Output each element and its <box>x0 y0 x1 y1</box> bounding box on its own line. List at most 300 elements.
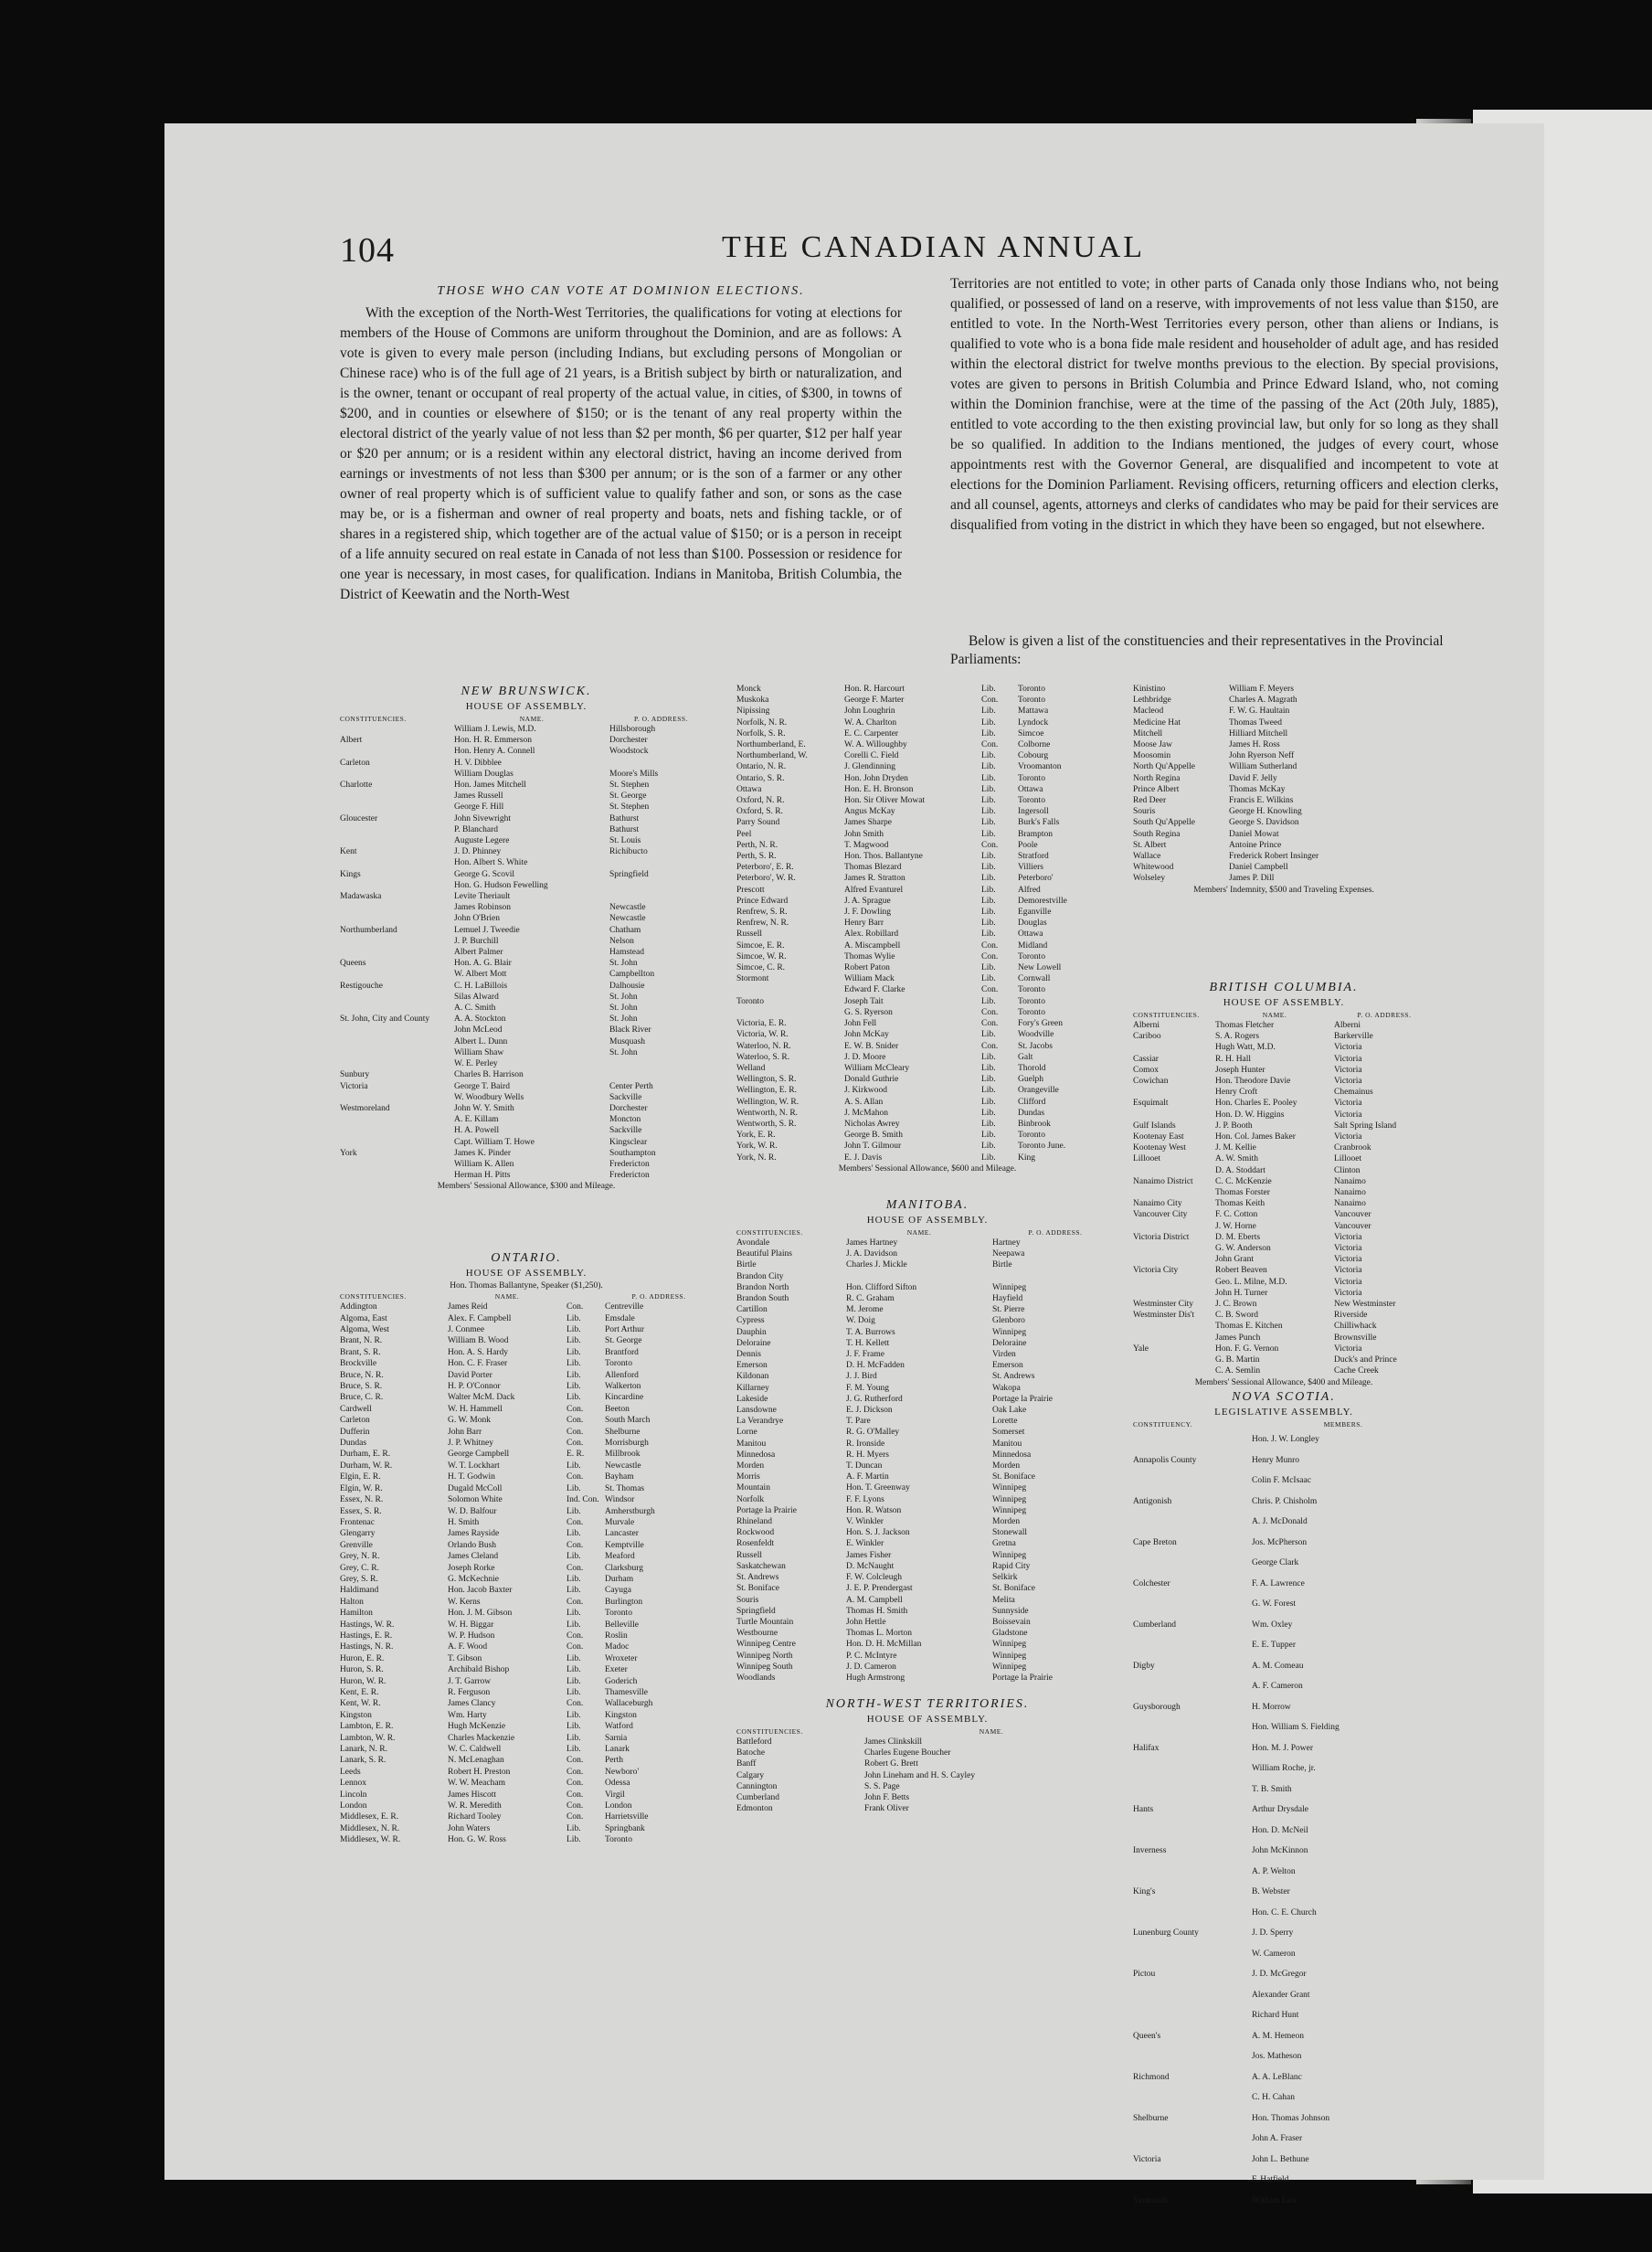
name-cell: Hon. Sir Oliver Mowat <box>844 796 926 806</box>
party-cell: Lib. <box>981 751 996 761</box>
constituency-cell: Alberni <box>1133 1021 1160 1030</box>
party-cell: Lib. <box>981 863 996 873</box>
table-row <box>1133 1533 1435 1554</box>
constituency-cell: Kent, W. R. <box>340 1699 381 1709</box>
address-cell: Vroomanton <box>1018 762 1062 772</box>
name-cell: Hugh Watt, M.D. <box>1215 1043 1276 1053</box>
name-cell: J. T. Garrow <box>448 1676 492 1686</box>
party-cell: Lib. <box>567 1609 581 1619</box>
table-row <box>736 962 1118 973</box>
constituency-cell <box>1133 1553 1252 1574</box>
name-cell: E. J. Dickson <box>846 1406 893 1416</box>
party-cell: Lib. <box>981 896 996 906</box>
constituency-cell: Lanark, S. R. <box>340 1756 387 1766</box>
constituency-cell: Cartillon <box>736 1305 768 1315</box>
address-cell: Shelburne <box>605 1427 641 1437</box>
name-cell: Joseph Tait <box>844 996 884 1006</box>
name-cell: H. A. Powell <box>454 1126 500 1136</box>
constituency-cell: York, W. R. <box>736 1142 778 1152</box>
header-constituencies: CONSTITUENCIES. <box>340 1292 407 1301</box>
constituency-cell: Dundas <box>340 1439 367 1449</box>
party-cell: Lib. <box>567 1313 581 1323</box>
constituency-cell: Muskoka <box>736 696 769 706</box>
table-row <box>736 1041 1118 1052</box>
party-cell: Con. <box>567 1779 584 1789</box>
constituency-cell: Middlesex, E. R. <box>340 1812 399 1822</box>
constituency-cell: Cowichan <box>1133 1077 1169 1087</box>
constituency-cell: Cassiar <box>1133 1054 1159 1064</box>
table-row <box>340 1574 713 1585</box>
name-cell: A. A. Stockton <box>454 1014 506 1025</box>
party-cell: Lib. <box>567 1586 581 1596</box>
name-cell: H. T. Godwin <box>448 1472 495 1482</box>
constituency-cell: Waterloo, S. R. <box>736 1052 790 1062</box>
party-cell: Lib. <box>981 963 996 973</box>
speaker-note: Hon. Thomas Ballantyne, Speaker ($1,250). <box>450 1281 603 1291</box>
address-cell: Alberni <box>1334 1021 1361 1030</box>
table-row <box>340 746 713 757</box>
name-cell: James Robinson <box>454 903 512 913</box>
address-cell: Demorestville <box>1018 896 1067 906</box>
constituency-cell <box>340 746 454 757</box>
member-cell: Hilliard Mitchell <box>1229 728 1288 738</box>
header-constituencies: CONSTITUENCIES. <box>340 715 407 723</box>
party-cell: Con. <box>567 1801 584 1811</box>
header-po-address: P. O. ADDRESS. <box>631 1292 686 1301</box>
constituency-cell: Birtle <box>736 1260 757 1270</box>
constituency-cell: Guysborough <box>1133 1702 1181 1712</box>
table-row <box>736 1770 1118 1781</box>
table-row <box>340 1313 713 1324</box>
name-cell: R. Ironside <box>846 1439 885 1449</box>
party-cell: Lib. <box>981 1030 996 1040</box>
name-cell: Robert Beaven <box>1215 1266 1267 1276</box>
address-cell: Cornwall <box>1018 974 1051 984</box>
name-cell: John Fell <box>844 1019 877 1029</box>
address-cell: Duck's and Prince <box>1334 1355 1397 1365</box>
table-row <box>736 1639 1118 1650</box>
name-cell: Hon. G. Hudson Fewelling <box>454 880 548 890</box>
constituency-cell <box>1133 1187 1215 1198</box>
name-cell: James K. Pinder <box>454 1148 512 1158</box>
name-cell: John Barr <box>448 1427 482 1437</box>
member-cell: F. A. Lawrence <box>1252 1578 1305 1588</box>
table-row <box>736 1737 1118 1747</box>
address-cell: Hayfield <box>992 1294 1023 1304</box>
name-cell: Dugald McColl <box>448 1483 503 1493</box>
constituency-cell: Calgary <box>736 1770 765 1780</box>
address-cell: Guelph <box>1018 1075 1043 1085</box>
constituency-cell: Nanaimo City <box>1133 1199 1182 1209</box>
name-cell: Hon. Jacob Baxter <box>448 1586 513 1596</box>
name-cell: W. Albert Mott <box>454 970 507 980</box>
party-cell: Lib. <box>567 1347 581 1357</box>
address-cell: Toronto <box>605 1835 632 1845</box>
constituency-cell: Emerson <box>736 1361 768 1371</box>
constituency-cell: Waterloo, N. R. <box>736 1041 791 1051</box>
constituency-cell: Halifax <box>1133 1743 1160 1753</box>
constituency-cell: Brandon North <box>736 1282 789 1292</box>
constituency-cell: Pictou <box>1133 1970 1156 1979</box>
party-cell: Con. <box>567 1427 584 1437</box>
allowance-note: Members' Sessional Allowance, $600 and Mileage. <box>838 1163 1017 1174</box>
table-row <box>340 981 713 992</box>
table-row <box>340 1114 713 1125</box>
member-cell: George Clark <box>1252 1558 1299 1567</box>
address-cell: Victoria <box>1334 1099 1362 1109</box>
constituency-cell: Stormont <box>736 974 769 984</box>
address-cell: Meaford <box>605 1552 635 1562</box>
table-row <box>736 1482 1118 1493</box>
table-row <box>1133 1656 1435 1677</box>
table-row <box>340 1092 713 1103</box>
table-row <box>1133 817 1435 828</box>
address-cell: Stonewall <box>992 1528 1027 1538</box>
name-cell: George G. Scovil <box>454 869 515 879</box>
constituency-cell <box>340 1159 454 1170</box>
name-cell: George Campbell <box>448 1450 510 1460</box>
table-row <box>340 1449 713 1460</box>
name-cell: Walter McM. Dack <box>448 1393 515 1403</box>
address-cell: Emerson <box>992 1361 1023 1371</box>
address-cell: St. John <box>609 1004 638 1014</box>
table-row <box>736 851 1118 862</box>
table-row <box>736 1450 1118 1461</box>
address-cell: Burk's Falls <box>1018 818 1060 828</box>
constituency-cell: Lennox <box>340 1779 367 1789</box>
name-cell: Archibald Bishop <box>448 1665 510 1675</box>
member-cell: Hon. William S. Fielding <box>1252 1723 1340 1732</box>
name-cell: J. M. Kellie <box>1215 1143 1256 1153</box>
table-row <box>736 1282 1118 1293</box>
name-cell: William Douglas <box>454 769 514 779</box>
member-cell: Jos. McPherson <box>1252 1537 1308 1547</box>
table-row <box>1133 761 1435 772</box>
constituency-cell: Wentworth, N. R. <box>736 1108 799 1118</box>
name-cell: J. D. Phinney <box>454 847 502 857</box>
party-cell: Lib. <box>981 1131 996 1141</box>
name-cell: Hon. Clifford Sifton <box>846 1282 917 1292</box>
name-cell: J. A. Sprague <box>844 896 891 906</box>
name-cell: Hon. H. R. Emmerson <box>454 736 532 746</box>
header-constituencies: CONSTITUENCIES. <box>736 1228 803 1237</box>
constituency-cell: Madawaska <box>340 892 382 902</box>
table-row <box>340 1370 713 1381</box>
constituency-cell <box>1133 1254 1215 1265</box>
table-row <box>736 1238 1118 1248</box>
table-row <box>1133 1944 1435 1965</box>
member-cell: F. Hatfield <box>1252 2175 1289 2184</box>
constituency-cell: Manitou <box>736 1439 767 1449</box>
constituency-cell <box>1133 1985 1252 2006</box>
constituency-cell: Prince Albert <box>1133 784 1180 794</box>
name-cell: Donald Guthrie <box>844 1075 899 1085</box>
constituency-cell <box>1133 1165 1215 1176</box>
constituency-cell: Victoria <box>340 1081 368 1091</box>
name-cell: Hon. R. Watson <box>846 1505 902 1515</box>
constituency-cell: Northumberland, W. <box>736 751 808 761</box>
table-row <box>1133 1635 1435 1656</box>
party-cell: Lib. <box>567 1529 581 1539</box>
constituency-cell: Grenville <box>340 1540 373 1550</box>
constituency-cell: Cumberland <box>1133 1620 1176 1630</box>
name-cell: Hon. D. W. Higgins <box>1215 1110 1285 1120</box>
name-cell: C. A. Semlin <box>1215 1366 1261 1376</box>
name-cell: William K. Allen <box>454 1159 514 1169</box>
constituency-cell: Lanark, N. R. <box>340 1745 387 1755</box>
name-cell: Hugh Armstrong <box>846 1673 905 1683</box>
name-cell: John Smith <box>844 829 884 839</box>
name-cell: Geo. L. Milne, M.D. <box>1215 1277 1287 1287</box>
address-cell: Mattawa <box>1018 706 1049 717</box>
constituency-cell: Rockwood <box>736 1528 775 1538</box>
name-cell: Charles B. Harrison <box>454 1070 524 1080</box>
table-row <box>1133 1365 1435 1376</box>
name-cell: A. F. Martin <box>846 1472 889 1482</box>
table-row <box>736 717 1118 728</box>
constituency-cell: Durham, W. R. <box>340 1461 393 1471</box>
constituency-cell <box>340 1036 454 1047</box>
name-cell: A. S. Allan <box>844 1097 884 1107</box>
address-cell: St. John <box>609 959 638 969</box>
constituency-cell <box>1133 2129 1252 2150</box>
name-cell: D. A. Stoddart <box>1215 1165 1265 1175</box>
party-cell: Lib. <box>981 874 996 884</box>
table-row <box>340 1137 713 1148</box>
address-cell: Brampton <box>1018 829 1053 839</box>
name-cell: Thomas Fletcher <box>1215 1021 1275 1030</box>
address-cell: St. Boniface <box>992 1472 1035 1482</box>
address-cell: Toronto <box>1018 951 1045 961</box>
party-cell: Lib. <box>567 1620 581 1630</box>
name-cell: Charles Mackenzie <box>448 1733 515 1743</box>
table-row <box>340 880 713 891</box>
party-cell: Lib. <box>981 807 996 817</box>
constituency-cell: Peterboro', E. R. <box>736 863 794 873</box>
constituency-cell: Haldimand <box>340 1586 379 1596</box>
table-row <box>1133 2129 1435 2150</box>
constituency-cell: Digby <box>1133 1661 1155 1671</box>
table-row <box>1133 1165 1435 1176</box>
table-row <box>736 1427 1118 1438</box>
member-cell: William Roche, jr. <box>1252 1764 1316 1773</box>
address-cell: Vancouver <box>1334 1221 1371 1231</box>
table-row <box>1133 1087 1435 1098</box>
new-brunswick-section <box>340 684 713 1193</box>
constituency-cell: Ontario, N. R. <box>736 762 787 772</box>
address-cell: New Westminster <box>1334 1300 1396 1310</box>
address-cell: Wroxeter <box>605 1653 638 1663</box>
constituency-cell: Cape Breton <box>1133 1537 1177 1547</box>
constituency-cell <box>340 969 454 980</box>
party-cell: Con. <box>567 1517 584 1527</box>
address-cell: Toronto <box>1018 1131 1045 1141</box>
constituency-cell: Essex, S. R. <box>340 1506 382 1516</box>
party-cell: Lib. <box>981 1119 996 1129</box>
constituency-cell: Lillooet <box>1133 1154 1161 1164</box>
table-row <box>1133 1254 1435 1265</box>
constituency-cell <box>340 1003 454 1014</box>
address-cell: Bathurst <box>609 813 640 823</box>
name-cell: Alex. Robillard <box>844 929 899 940</box>
table-row <box>340 1025 713 1036</box>
party-cell: Lib. <box>567 1653 581 1663</box>
constituency-cell <box>736 1007 844 1018</box>
address-cell: Toronto <box>1018 1007 1045 1017</box>
address-cell: Winnipeg <box>992 1327 1027 1337</box>
section-house: LEGISLATIVE ASSEMBLY. <box>1214 1407 1353 1418</box>
address-cell: Winnipeg <box>992 1640 1027 1650</box>
constituency-cell: Victoria <box>1133 2154 1161 2164</box>
table-row <box>340 813 713 824</box>
name-cell: Henry Barr <box>844 919 884 929</box>
party-cell: Lib. <box>981 1108 996 1118</box>
table-row <box>1133 1717 1435 1738</box>
column-headers <box>340 1291 713 1301</box>
constituency-cell <box>1133 1321 1215 1332</box>
table-row <box>1133 1553 1435 1574</box>
party-cell: Con. <box>567 1563 584 1573</box>
constituency-cell <box>1133 2170 1252 2191</box>
name-cell: Richard Tooley <box>448 1812 502 1822</box>
name-cell: John T. Gilmour <box>844 1142 902 1152</box>
member-cell: John L. Bethune <box>1252 2154 1309 2164</box>
name-cell: A. W. Smith <box>1215 1154 1258 1164</box>
address-cell: St. Thomas <box>605 1483 645 1493</box>
party-cell: Lib. <box>567 1688 581 1698</box>
table-row <box>736 1315 1118 1326</box>
table-row <box>736 1583 1118 1594</box>
constituency-cell <box>340 835 454 846</box>
table-row <box>1133 1594 1435 1615</box>
name-cell: Hon. Albert S. White <box>454 858 528 868</box>
table-row <box>340 1676 713 1687</box>
constituency-cell: Wellington, W. R. <box>736 1097 800 1107</box>
name-cell: Alfred Evanturel <box>844 885 904 895</box>
address-cell: Toronto <box>1018 985 1045 995</box>
table-row <box>1133 873 1435 884</box>
constituency-cell <box>1133 1903 1252 1924</box>
header-po-address: P. O. ADDRESS. <box>1028 1228 1083 1237</box>
name-cell: James Sharpe <box>844 818 892 828</box>
name-cell: S. A. Rogers <box>1215 1032 1260 1042</box>
address-cell: St. John <box>609 1047 638 1057</box>
constituency-cell: Souris <box>736 1595 759 1605</box>
table-row <box>1133 2109 1435 2130</box>
constituency-cell <box>1133 1779 1252 1801</box>
constituency-cell: Cannington <box>736 1781 778 1791</box>
address-cell: Toronto <box>605 1359 632 1369</box>
table-row <box>340 869 713 880</box>
address-cell: Rapid City <box>992 1561 1031 1571</box>
allowance-note: Members' Sessional Allowance, $300 and Mileage. <box>437 1182 616 1192</box>
address-cell: Toronto <box>1018 696 1045 706</box>
member-cell: David F. Jelly <box>1229 773 1277 783</box>
table-row <box>340 1664 713 1675</box>
name-cell: James Cleland <box>448 1552 499 1562</box>
member-cell: Chris. P. Chisholm <box>1252 1496 1318 1506</box>
constituency-cell: Brockville <box>340 1359 377 1369</box>
name-cell: Hon. John Dryden <box>844 773 908 783</box>
name-cell: H. Smith <box>448 1517 480 1527</box>
constituency-cell: Gloucester <box>340 813 378 823</box>
party-cell: Con. <box>981 951 999 961</box>
party-cell: Con. <box>567 1790 584 1800</box>
constituency-cell: South Regina <box>1133 829 1181 839</box>
members-table <box>1133 684 1435 885</box>
constituency-cell: Woodlands <box>736 1673 776 1683</box>
name-cell: J. C. Brown <box>1215 1300 1257 1310</box>
name-cell: Wm. Harty <box>448 1710 487 1720</box>
table-row <box>340 1324 713 1335</box>
constituency-cell: Westbourne <box>736 1629 778 1639</box>
name-cell <box>846 1271 992 1282</box>
address-cell: Victoria <box>1334 1255 1362 1265</box>
name-cell: J. J. Bird <box>846 1372 877 1382</box>
name-cell: R. C. Graham <box>846 1294 895 1304</box>
constituency-cell: Grey, N. R. <box>340 1552 380 1562</box>
constituency-cell: Lethbridge <box>1133 696 1171 706</box>
constituency-cell: Wentworth, S. R. <box>736 1119 797 1129</box>
name-cell: George F. Hill <box>454 802 504 813</box>
name-cell: Hugh McKenzie <box>448 1722 506 1732</box>
constituency-cell: La Verandrye <box>736 1417 784 1427</box>
member-cell: George H. Knowling <box>1229 807 1302 817</box>
address-cell: Victoria <box>1334 1244 1362 1254</box>
table-row <box>340 1358 713 1369</box>
table-row <box>1133 1985 1435 2006</box>
member-cell: James P. Dill <box>1229 874 1275 884</box>
table-row <box>340 1159 713 1170</box>
address-cell: Perth <box>605 1756 624 1766</box>
constituency-cell: Norfolk, S. R. <box>736 728 786 738</box>
party-cell: Con. <box>567 1302 584 1312</box>
table-row <box>736 1439 1118 1450</box>
table-row <box>736 1673 1118 1684</box>
member-cell: Arthur Drysdale <box>1252 1805 1308 1814</box>
name-cell: W. A. Willoughby <box>844 740 907 750</box>
table-row <box>1133 862 1435 873</box>
table-row <box>1133 2150 1435 2171</box>
name-cell: W. Kerns <box>448 1597 481 1607</box>
table-row <box>1133 1964 1435 1985</box>
table-row <box>1133 1310 1435 1321</box>
table-row <box>1133 1031 1435 1042</box>
address-cell: Newcastle <box>609 914 646 924</box>
address-cell: Nelson <box>609 936 634 946</box>
address-cell: Sackville <box>609 1092 642 1102</box>
address-cell: Cache Creek <box>1334 1366 1379 1376</box>
constituency-cell: Grey, C. R. <box>340 1563 379 1573</box>
table-row <box>736 1505 1118 1516</box>
constituency-cell: Norfolk <box>736 1494 765 1504</box>
constituency-cell: King's <box>1133 1887 1156 1896</box>
constituency-cell: Mitchell <box>1133 728 1163 738</box>
table-row <box>1133 1862 1435 1883</box>
name-cell: John Loughrin <box>844 706 895 717</box>
table-row <box>340 780 713 791</box>
name-cell: John Sivewright <box>454 813 512 823</box>
table-row <box>340 1710 713 1721</box>
name-cell: William Mack <box>844 974 895 984</box>
constituency-cell: Algoma, West <box>340 1325 389 1335</box>
table-row <box>1133 840 1435 851</box>
constituency-cell <box>1133 1944 1252 1965</box>
table-row <box>1133 695 1435 706</box>
constituency-cell: Prescott <box>736 885 765 895</box>
name-cell: William Shaw <box>454 1047 504 1057</box>
table-row <box>340 1517 713 1528</box>
